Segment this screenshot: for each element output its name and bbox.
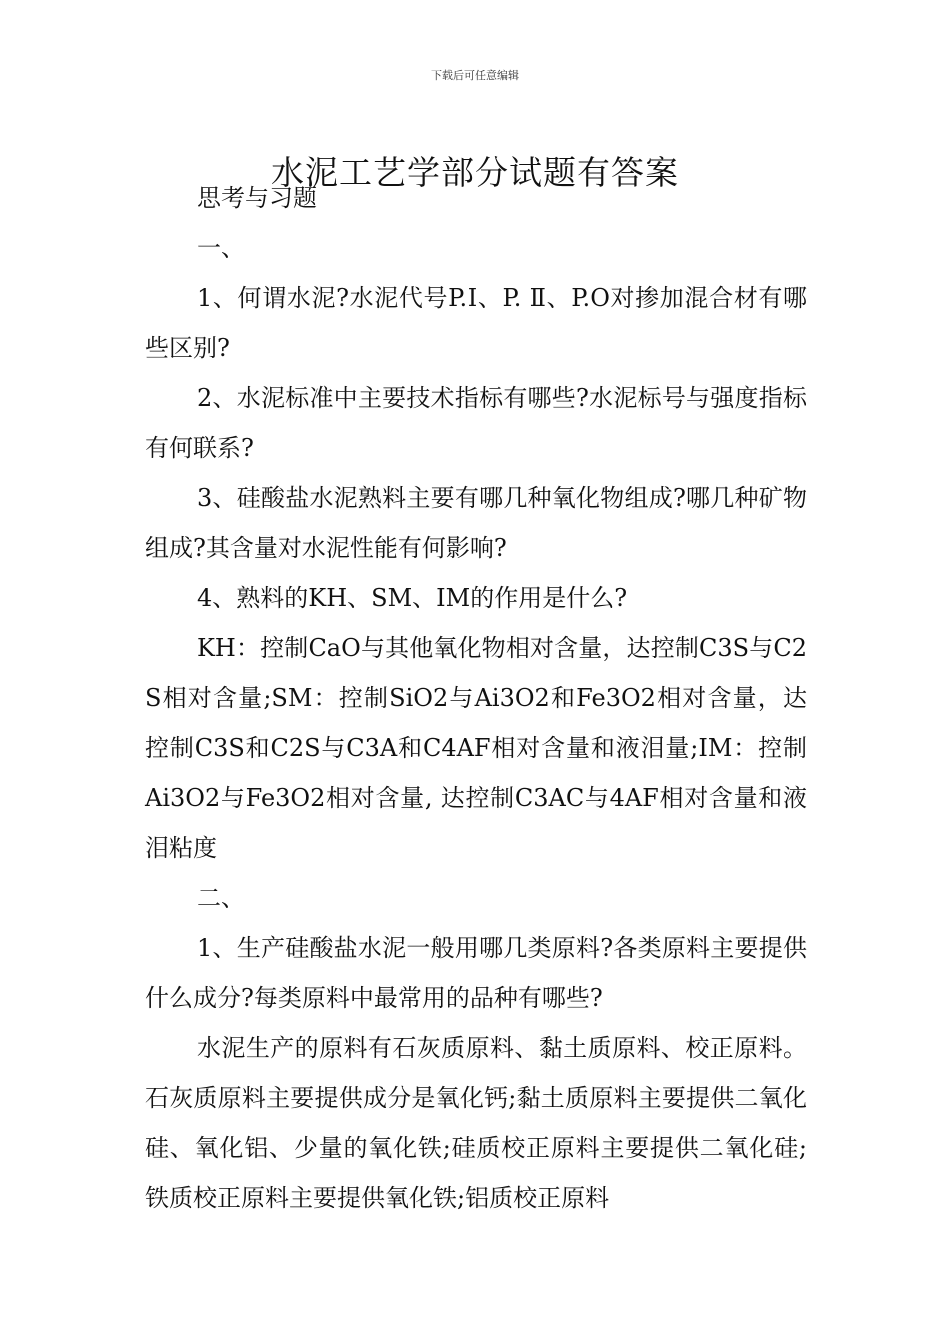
question-1-4: 4、熟料的KH、SM、IM的作用是什么? <box>197 584 628 612</box>
answer-2-1: 水泥生产的原料有石灰质原料、黏土质原料、校正原料。石灰质原料主要提供成分是氧化钙;黏土质原料主要提供二氧化硅、氧化铝、少量的氧化铁;硅质校正原料主要提供二氧化硅;铁质校正原料主要提供氧化铁;铝质校正原料 <box>145 1034 807 1212</box>
answer-1-4: KH：控制CaO与其他氧化物相对含量，达控制C3S与C2S相对含量;SM：控制SiO2与Ai3O2和Fe3O2相对含量，达控制C3S和C2S与C3A和C4AF相对含量和液泪量;IM：控制Ai3O2与Fe3O2相对含量, 达控制C3AC与4AF相对含量和液泪粘度 <box>145 634 807 862</box>
question-1-2: 2、水泥标准中主要技术指标有哪些?水泥标号与强度指标有何联系? <box>145 384 807 462</box>
header-note: 下载后可任意编辑 <box>431 69 519 82</box>
question-2-1: 1、生产硅酸盐水泥一般用哪几类原料?各类原料主要提供什么成分?每类原料中最常用的品种有哪些? <box>145 934 807 1012</box>
document-body <box>145 173 807 1223</box>
section-heading: 思考与习题 <box>197 184 317 212</box>
question-1-1: 1、何谓水泥?水泥代号P.Ⅰ、P. Ⅱ、P.O对掺加混合材有哪些区别? <box>145 284 807 362</box>
section-number: 一、 <box>197 234 245 262</box>
document-title: 水泥工艺学部分试题有答案 <box>271 153 679 193</box>
section-number: 二、 <box>197 884 245 912</box>
question-1-3: 3、硅酸盐水泥熟料主要有哪几种氧化物组成?哪几种矿物组成?其含量对水泥性能有何影响? <box>145 484 807 562</box>
